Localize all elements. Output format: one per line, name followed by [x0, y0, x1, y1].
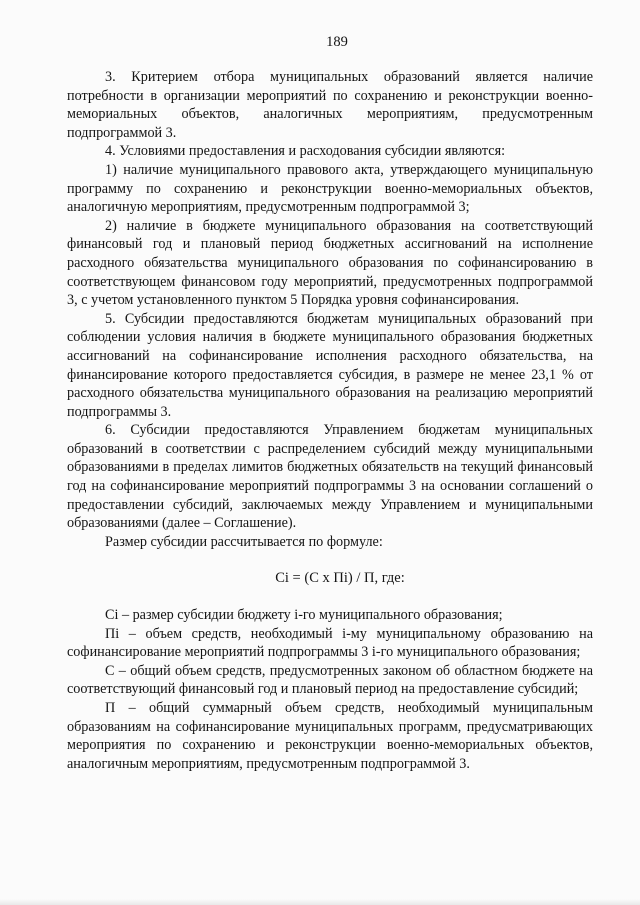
paragraph-distribution: 6. Субсидии предоставляются Управлением бюджетам муниципальных образований в соответствии с распределением субсидий между муниципальными образованиями в пределах лимитов бюджетных обязательств на текущий финансовый год на софинансирование мероприятий подпрограммы 3 на основании соглашений о предоставлении субсидий, заключаемых между Управлением и муниципальными образованиями (далее – Соглашение). [67, 422, 593, 532]
scan-edge [0, 899, 640, 905]
paragraph-conditions-heading: 4. Условиями предоставления и расходования субсидии являются: [105, 143, 506, 160]
definition-pi: Пi – объем средств, необходимый i-му муниципальному образованию на софинансирование мероприятий подпрограммы 3 i-го муниципального образования; [67, 625, 593, 661]
subsidy-formula: Ci = (С x Пi) / П, где: [275, 570, 405, 587]
page-number: 189 [326, 34, 348, 50]
paragraph-cofinancing: 5. Субсидии предоставляются бюджетам муниципальных образований при соблюдении условия наличия в бюджете муниципального образования бюджетных ассигнований на софинансирование исполнения расходного обязательства, на финансирование которого предоставляется субсидия, в размере не менее 23,1 % от расходного обязательства муниципального образования на реализацию мероприятий подпрограммы 3. [67, 310, 593, 420]
definition-c: С – общий объем средств, предусмотренных законом об областном бюджете на соответствующий финансовый год и плановый период на предоставление субсидий; [67, 662, 593, 698]
formula-definitions [67, 606, 593, 773]
conditions-section [67, 68, 593, 551]
definition-p: П – общий суммарный объем средств, необходимый муниципальным образованиям на софинансирование муниципальных программ, предусматривающих мероприятия по сохранению и реконструкции военно-мемориальных объектов, аналогичным мероприятиям, предусмотренным подпрограммой 3. [67, 700, 593, 772]
paragraph-condition-1: 1) наличие муниципального правового акта, утверждающего муниципальную программу по сохранению и реконструкции военно-мемориальных объектов, аналогичную мероприятиям, предусмотренным подпрограммой 3; [67, 161, 593, 216]
definition-ci: Ci – размер субсидии бюджету i-го муниципального образования; [105, 607, 503, 624]
paragraph-condition-2: 2) наличие в бюджете муниципального образования на соответствующий финансовый год и плановый период бюджетных ассигнований на исполнение расходного обязательства муниципального образования по софинансированию в соответствующем финансовом году мероприятий, предусмотренных подпрограммой 3, с учетом установленного пунктом 5 Порядка уровня софинансирования. [67, 217, 593, 309]
paragraph-criterion: 3. Критерием отбора муниципальных образований является наличие потребности в организации мероприятий по сохранению и реконструкции военно-мемориальных объектов, аналогичных мероприятиям, предусмотренным подпрограммой 3. [67, 69, 593, 141]
paragraph-formula-intro: Размер субсидии рассчитывается по формуле: [105, 533, 383, 550]
